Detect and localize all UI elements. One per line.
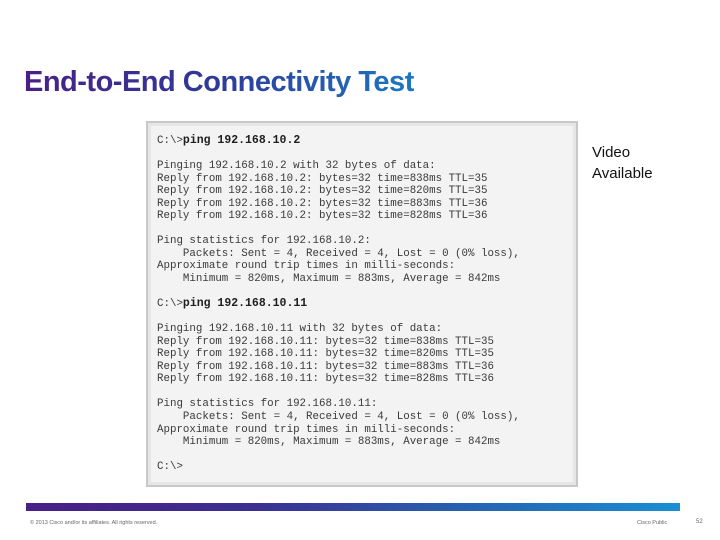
terminal-command: ping 192.168.10.11 — [182, 297, 308, 311]
footer-confidential: Cisco Public — [637, 520, 668, 526]
terminal-output-line: Ping statistics for 192.168.10.11: — [157, 398, 378, 411]
terminal-output-line: Minimum = 820ms, Maximum = 883ms, Average = 842ms — [157, 436, 501, 449]
page-number: 52 — [696, 519, 703, 525]
terminal-command: ping 192.168.10.2 — [182, 134, 301, 147]
terminal-prompt: C:\> — [157, 135, 183, 147]
terminal-output-line: Reply from 192.168.10.11: bytes=32 time=883ms TTL=36 — [157, 360, 494, 373]
terminal-blank-line — [157, 148, 163, 160]
terminal-command-line — [157, 298, 307, 310]
terminal-output-line: Packets: Sent = 4, Received = 4, Lost = 0 (0% loss), — [157, 247, 520, 260]
terminal-output-line: Approximate round trip times in milli-seconds: — [157, 260, 456, 273]
terminal-blank-line — [157, 286, 163, 298]
terminal-output-line: Minimum = 820ms, Maximum = 883ms, Average = 842ms — [157, 273, 501, 286]
slide-title: End-to-End Connectivity Test — [24, 66, 414, 98]
terminal-output-line: Reply from 192.168.10.2: bytes=32 time=838ms TTL=35 — [157, 172, 488, 185]
terminal-command-line — [157, 135, 300, 147]
terminal-output-line: Ping statistics for 192.168.10.2: — [157, 235, 371, 248]
footer-gradient-bar — [26, 503, 680, 511]
terminal-output — [157, 135, 520, 474]
terminal-blank-line — [157, 386, 163, 398]
terminal-output-line: Pinging 192.168.10.11 with 32 bytes of data: — [157, 323, 443, 336]
terminal-output-line: Reply from 192.168.10.11: bytes=32 time=828ms TTL=36 — [157, 373, 494, 386]
terminal-output-line: Reply from 192.168.10.2: bytes=32 time=883ms TTL=36 — [157, 197, 488, 210]
video-available-label[interactable] — [592, 142, 653, 184]
terminal-blank-line — [157, 449, 163, 461]
terminal-output-line: Approximate round trip times in milli-seconds: — [157, 423, 456, 436]
terminal-prompt: C:\> — [157, 298, 183, 311]
terminal-output-line: Reply from 192.168.10.2: bytes=32 time=828ms TTL=36 — [157, 210, 488, 223]
terminal-output-line: Reply from 192.168.10.11: bytes=32 time=838ms TTL=35 — [157, 335, 494, 348]
terminal-output-line: Packets: Sent = 4, Received = 4, Lost = 0 (0% loss), — [157, 411, 520, 424]
terminal-output-line: C:\> — [157, 461, 183, 474]
terminal-blank-line — [157, 223, 163, 235]
terminal-output-line: Reply from 192.168.10.2: bytes=32 time=820ms TTL=35 — [157, 185, 488, 198]
footer-copyright: © 2013 Cisco and/or its affiliates. All rights reserved. — [30, 520, 158, 526]
terminal-output-line: Reply from 192.168.10.11: bytes=32 time=820ms TTL=35 — [157, 348, 494, 361]
video-label-text: Video Available — [592, 144, 653, 182]
terminal-window — [146, 121, 578, 487]
terminal-blank-line — [157, 311, 163, 323]
terminal-output-line: Pinging 192.168.10.2 with 32 bytes of data: — [157, 160, 436, 173]
